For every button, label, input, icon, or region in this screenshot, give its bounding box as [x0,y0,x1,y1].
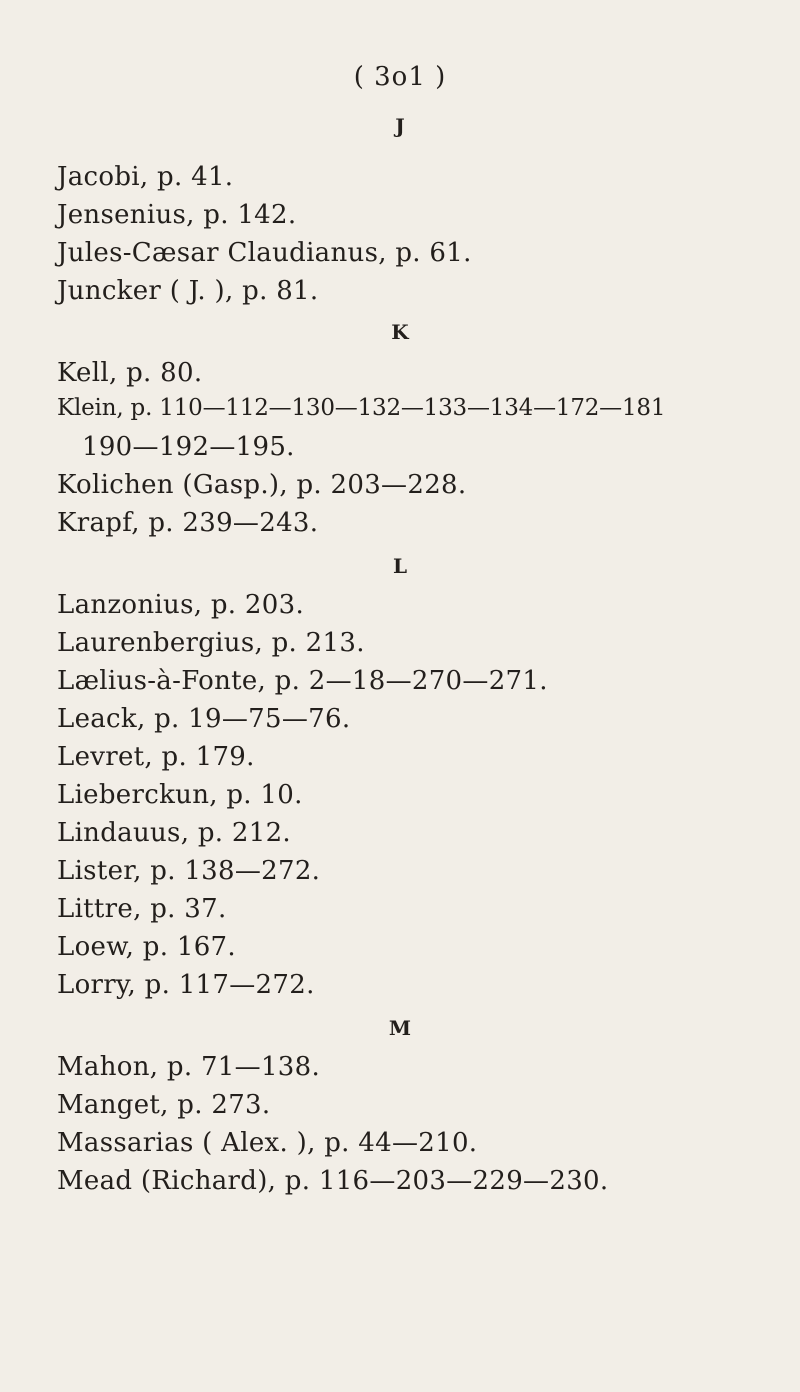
index-entry: Kolichen (Gasp.), p. 203—228. [57,470,467,500]
section-letter-l: L [392,554,408,578]
section-letter-k: K [391,320,409,344]
index-entry: Leack, p. 19—75—76. [57,704,351,734]
index-entry: Massarias ( Alex. ), p. 44—210. [57,1128,478,1158]
index-entry: Lanzonius, p. 203. [57,590,305,620]
index-entry: Lieberckun, p. 10. [57,780,303,810]
index-entry: Levret, p. 179. [57,742,255,772]
index-entry: Loew, p. 167. [57,932,236,962]
index-entry: Jensenius, p. 142. [57,200,297,230]
index-entry: Laurenbergius, p. 213. [57,628,365,658]
index-entry: Klein, p. 110—112—130—132—133—134—172—181 [57,395,666,421]
index-entry: Lindauus, p. 212. [57,818,291,848]
index-entry: Littre, p. 37. [57,894,227,924]
index-entry-continuation: 190—192—195. [82,432,295,462]
index-entry: Mahon, p. 71—138. [57,1052,321,1082]
index-entry: Lister, p. 138—272. [57,856,321,886]
index-entry: Lælius-à-Fonte, p. 2—18—270—271. [57,666,548,696]
index-entry: Jules-Cæsar Claudianus, p. 61. [57,238,472,268]
index-entry: Kell, p. 80. [57,358,203,388]
section-letter-m: M [388,1016,412,1040]
index-entry: Juncker ( J. ), p. 81. [57,276,319,306]
page-number: ( 3o1 ) [353,62,447,92]
index-entry: Jacobi, p. 41. [57,162,234,192]
index-entry: Krapf, p. 239—243. [57,508,319,538]
index-entry: Manget, p. 273. [57,1090,271,1120]
index-entry: Mead (Richard), p. 116—203—229—230. [57,1166,609,1196]
section-letter-j: J [395,114,405,138]
index-entry: Lorry, p. 117—272. [57,970,315,1000]
